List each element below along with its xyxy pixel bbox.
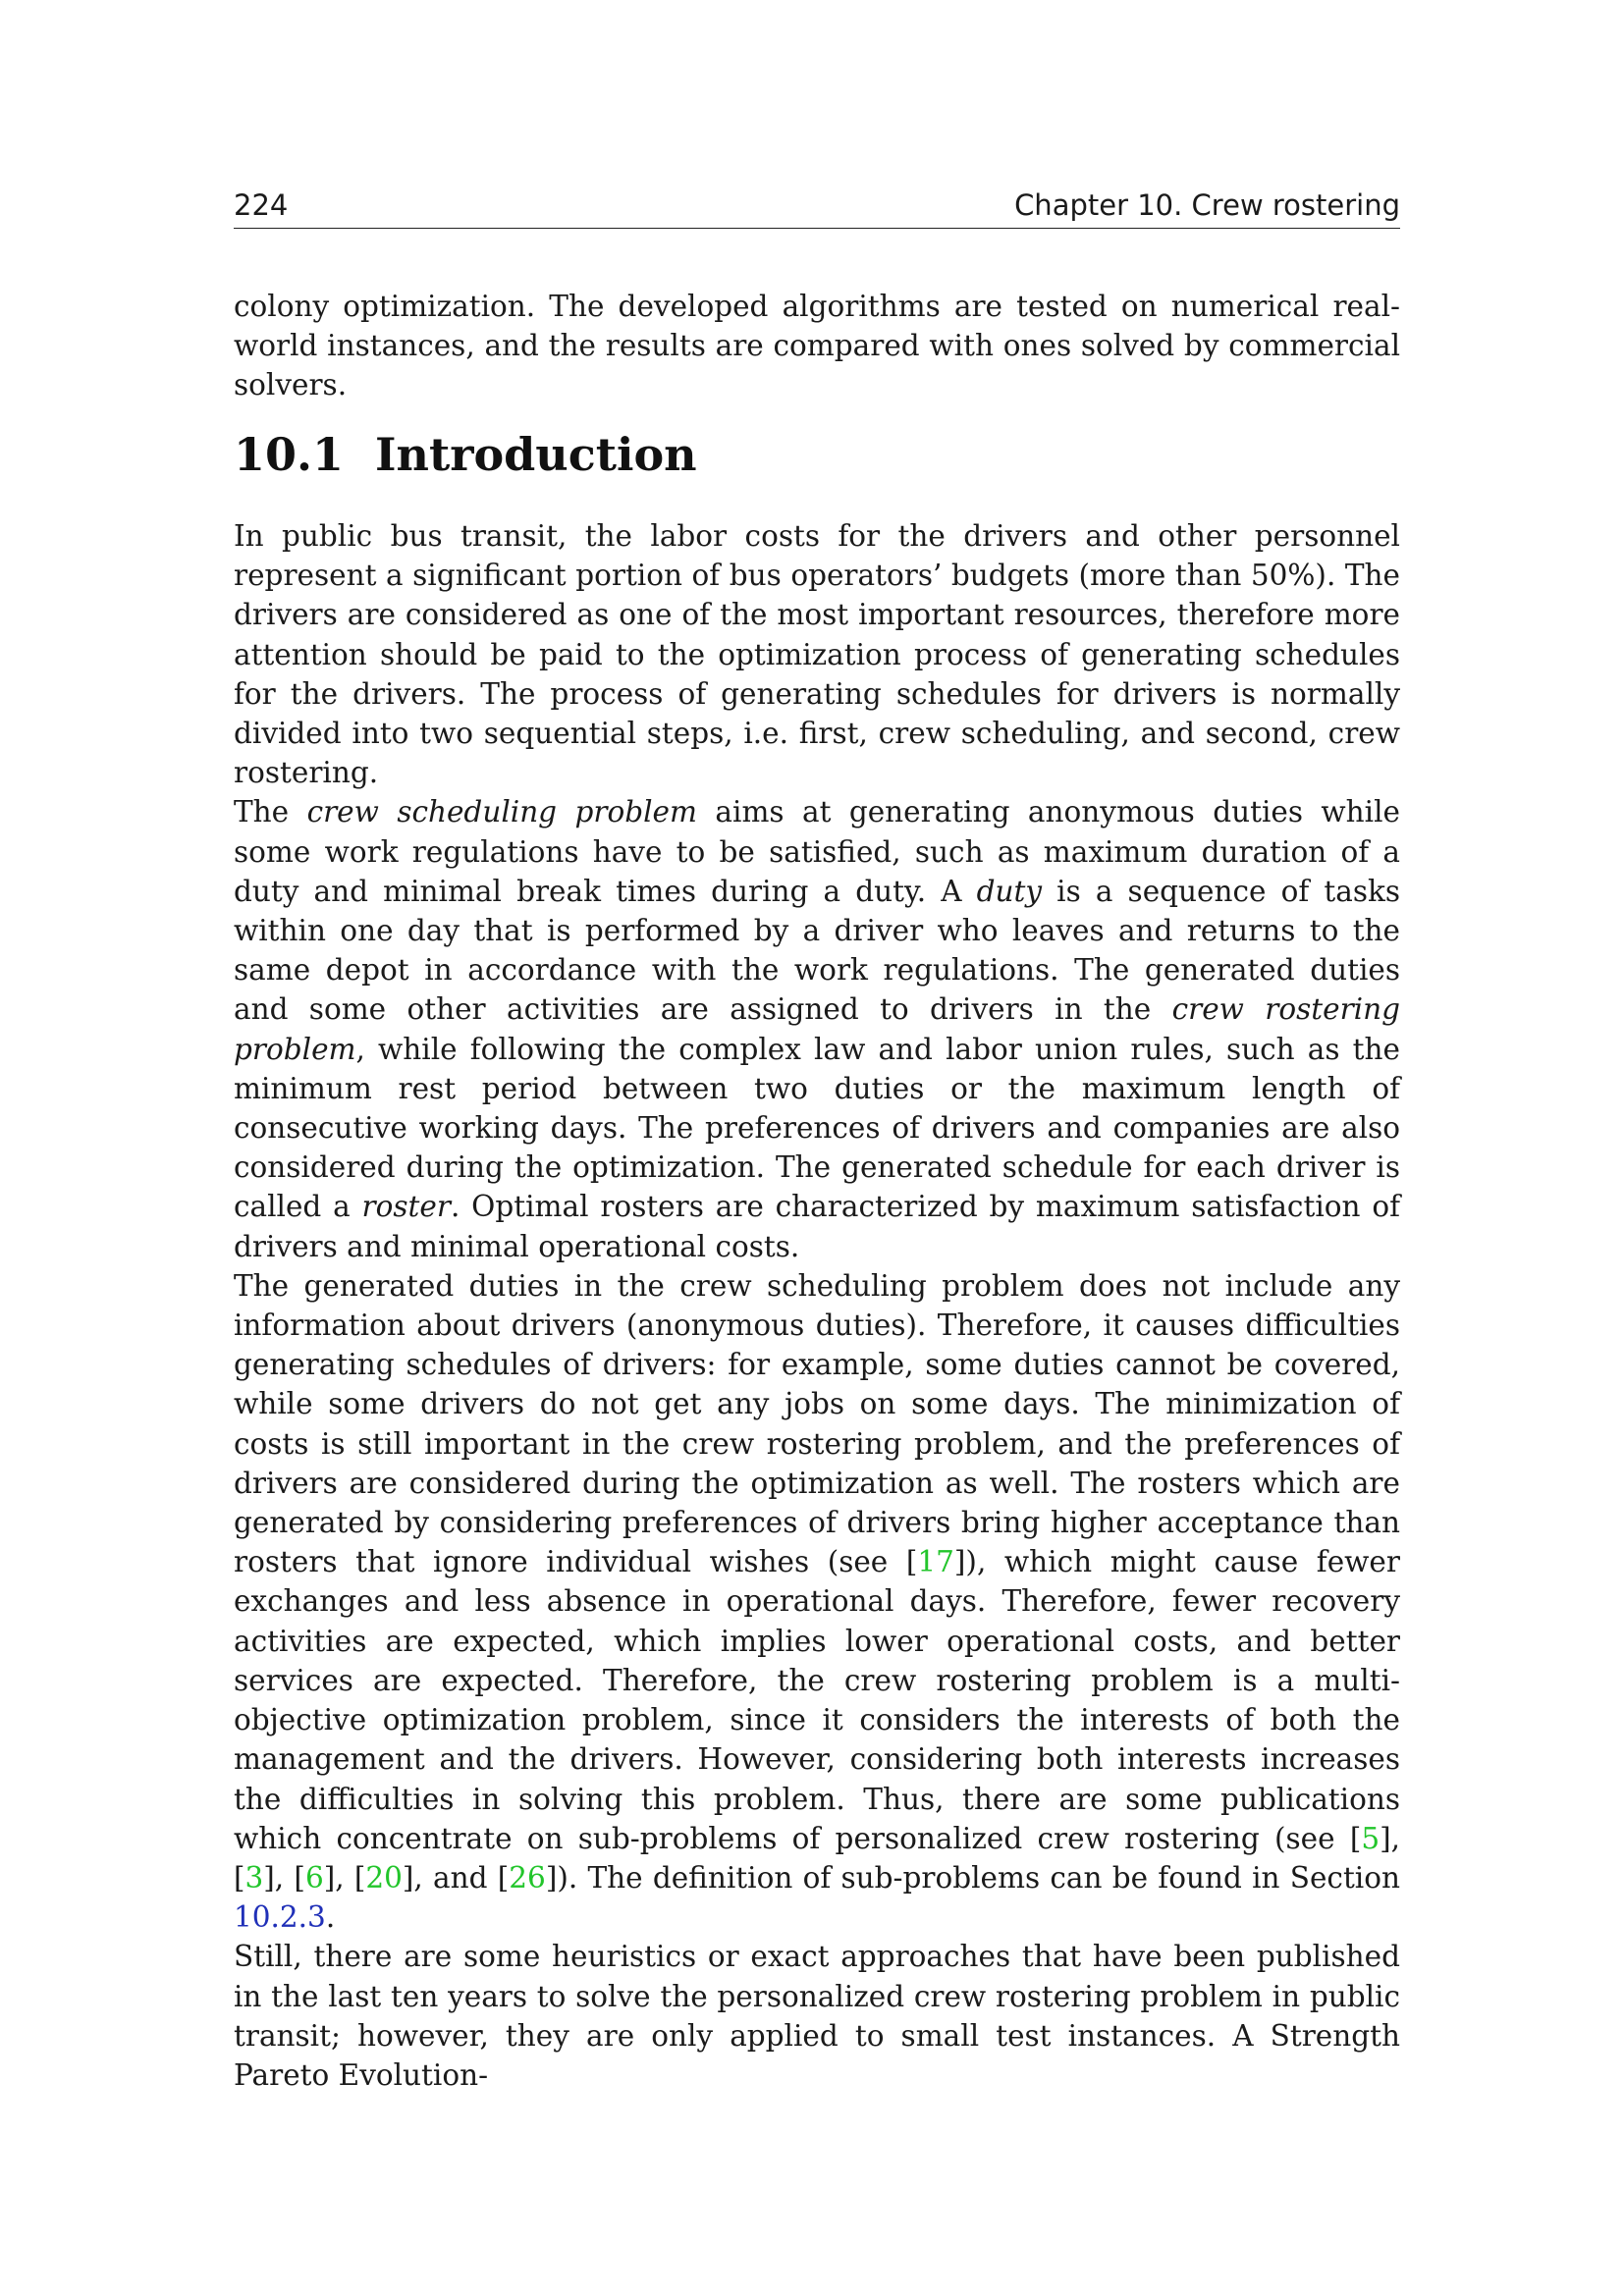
paragraph-2 bbox=[234, 792, 1400, 1265]
paragraph-1: In public bus transit, the labor costs for the drivers and other personnel represent a significant portion of bus operators’ budgets (more than 50%). The drivers are considered as one of the most important resources, therefore more attention should be paid to the optimization process of generating schedules for the drivers. The process of generating schedules for drivers is normally divided into two sequential steps, i.e. first, crew scheduling, and second, crew rostering. bbox=[234, 519, 1400, 790]
section-title: Introduction bbox=[375, 428, 697, 481]
text-run: The generated duties in the crew scheduling problem does not include any information about drivers (anonymous duties). Therefore, it causes difficulties generating schedules of drivers: for example, some duties cannot be covered, while some drivers do not get any jobs on some days. The minimization of costs is still important in the crew rostering problem, and the preferences of drivers are considered during the optimization as well. The rosters which are generated by considering preferences of drivers bring higher acceptance than rosters that ignore individual wishes (see [ bbox=[234, 1268, 1400, 1579]
citation-link[interactable]: 20 bbox=[365, 1860, 403, 1895]
term-crew-rostering-problem: crew rostering problem bbox=[234, 992, 1400, 1066]
text-run: The bbox=[234, 795, 307, 829]
citation-link[interactable]: 17 bbox=[917, 1545, 954, 1579]
citation-link[interactable]: 26 bbox=[509, 1860, 546, 1895]
text-run: ], [ bbox=[323, 1860, 366, 1895]
paragraph: colony optimization. The developed algorithms are tested on numerical real-world instances, and the results are compared with ones solved by commercial solvers. bbox=[234, 290, 1400, 402]
citation-link[interactable]: 6 bbox=[304, 1860, 324, 1895]
citation-link[interactable]: 3 bbox=[244, 1860, 264, 1895]
text-run: aims at generating anonymous duties while some work regulations have to be satisfied, such as maximum duration of a duty and minimal break times during a duty. A bbox=[234, 795, 1401, 908]
section-body bbox=[234, 516, 1400, 2095]
citation-link[interactable]: 5 bbox=[1361, 1821, 1380, 1855]
text-run: ], [ bbox=[263, 1860, 305, 1895]
page-number: 224 bbox=[234, 188, 289, 222]
text-run: , while following the complex law and labor union rules, such as the minimum rest period between two duties or the maximum length of consecutive working days. The preferences of drivers and companies are also considered during the optimization. The generated schedule for each driver is called a bbox=[234, 1032, 1400, 1224]
term-crew-scheduling-problem: crew scheduling problem bbox=[306, 795, 697, 829]
chapter-title: Chapter 10. Crew rostering bbox=[1014, 188, 1400, 222]
text-run: ]). The definition of sub-problems can be found in Section bbox=[545, 1860, 1400, 1895]
text-run: . Optimal rosters are characterized by maximum satisfaction of drivers and minimal operational costs. bbox=[234, 1190, 1400, 1263]
continued-paragraph bbox=[234, 287, 1400, 405]
text-run: is a sequence of tasks within one day that is performed by a driver who leaves and returns to the same depot in accordance with the work regulations. The generated duties and some other activities are assigned to drivers in the bbox=[234, 874, 1400, 1027]
term-roster: roster bbox=[361, 1190, 451, 1224]
section-heading bbox=[234, 428, 697, 481]
text-run: . bbox=[325, 1900, 336, 1935]
running-header bbox=[234, 185, 1400, 229]
text-run: ], and [ bbox=[402, 1860, 510, 1895]
paragraph-4: Still, there are some heuristics or exact approaches that have been published in the last ten years to solve the personalized crew rostering problem in public transit; however, they are only applied to small test instances. A Strength Pareto Evolution- bbox=[234, 1940, 1400, 2092]
section-number: 10.1 bbox=[234, 428, 345, 481]
paragraph-3 bbox=[234, 1266, 1400, 1937]
text-run: ]), which might cause fewer exchanges and less absence in operational days. Therefore, fewer recovery activities are expected, which implies lower operational costs, and better services are expected. Therefore, the crew rostering problem is a multi-objective optimization problem, since it considers the interests of both the management and the drivers. However, considering both interests increases the difficulties in solving this problem. Thus, there are some publications which concentrate on sub-problems of personalized crew rostering (see [ bbox=[234, 1545, 1400, 1855]
text-run: ], [ bbox=[234, 1821, 1400, 1895]
section-reference-link[interactable]: 10.2.3 bbox=[234, 1900, 326, 1935]
term-duty: duty bbox=[976, 874, 1043, 908]
